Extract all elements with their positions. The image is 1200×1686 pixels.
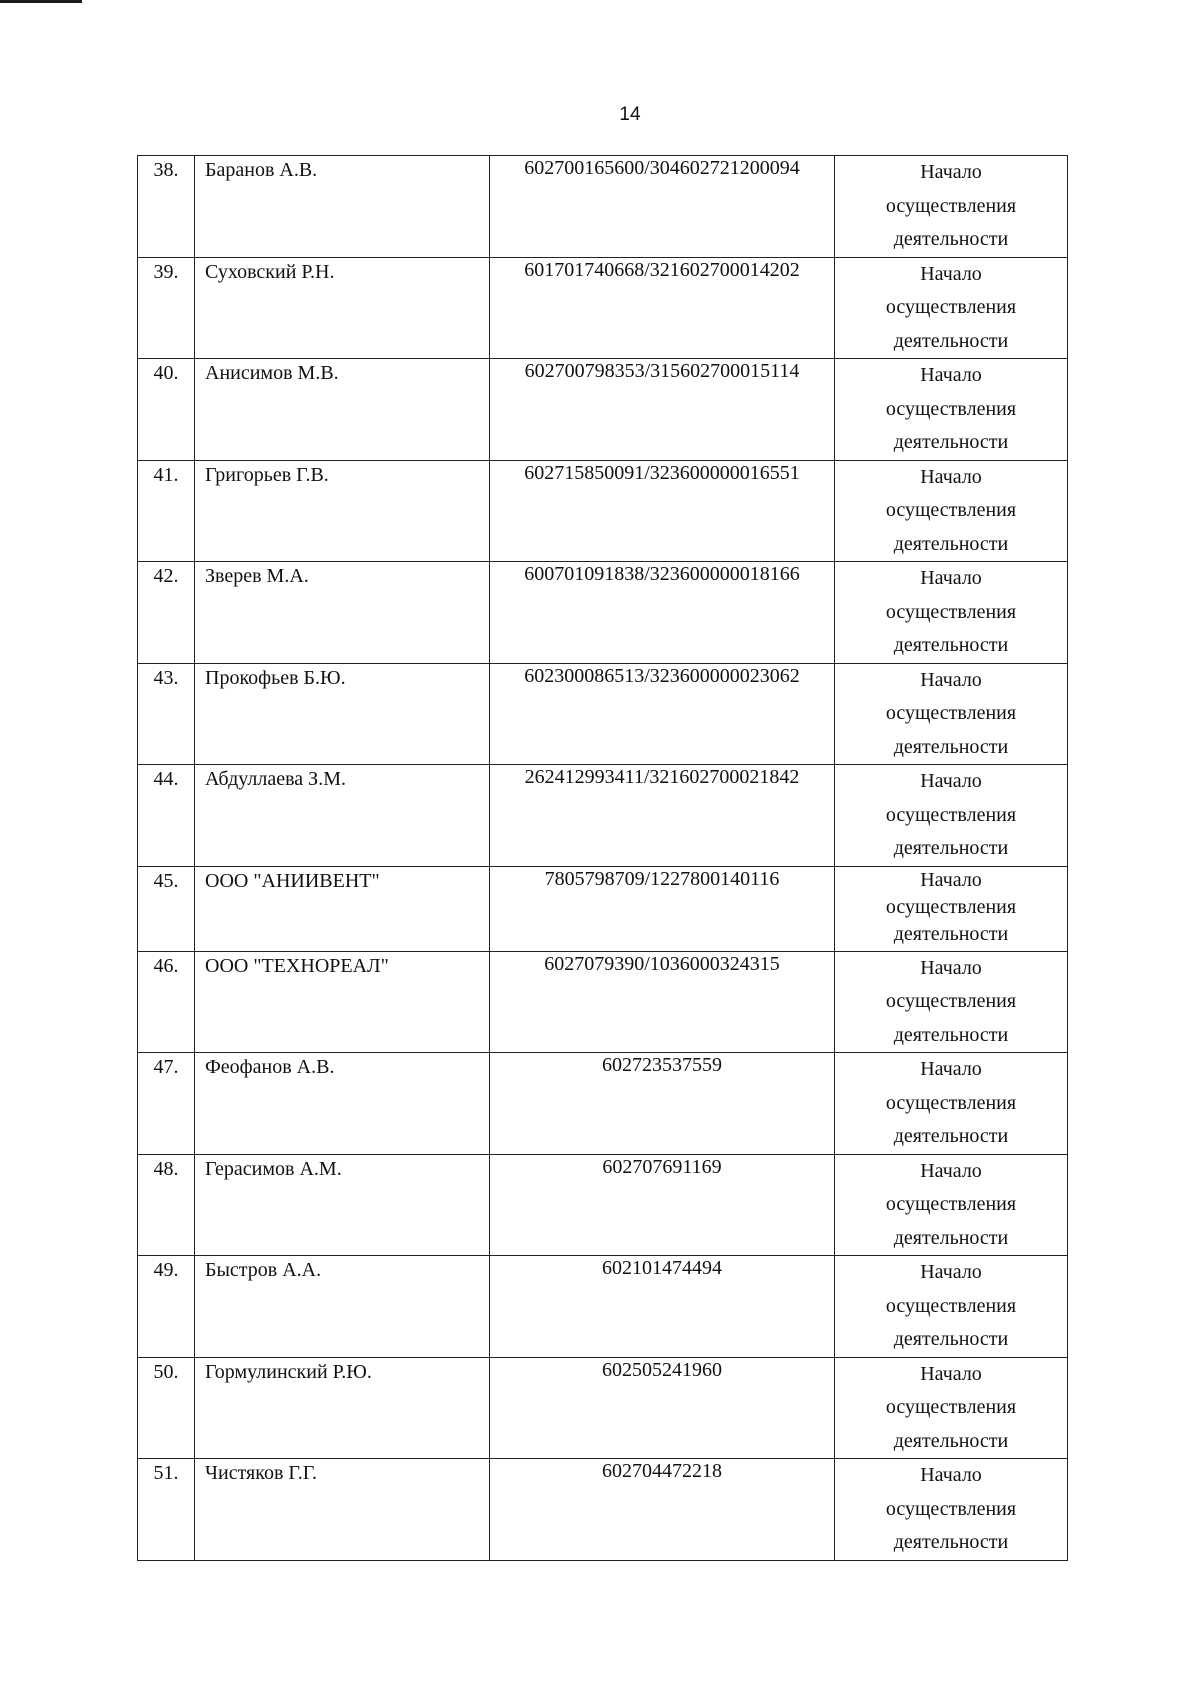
entity-identifier: 602723537559 xyxy=(490,1053,835,1155)
row-number: 38. xyxy=(138,156,195,258)
status-line: Начало xyxy=(920,1464,982,1486)
status-line: деятельности xyxy=(893,735,1009,758)
row-number: 49. xyxy=(138,1256,195,1358)
entity-identifier: 601701740668/321602700014202 xyxy=(490,257,835,359)
row-number: 46. xyxy=(138,951,195,1053)
status-line: осуществления xyxy=(885,803,1017,826)
entity-identifier: 600701091838/323600000018166 xyxy=(490,562,835,664)
row-number: 44. xyxy=(138,765,195,867)
status-line: деятельности xyxy=(893,228,1009,250)
row-number: 42. xyxy=(138,562,195,664)
entity-identifier: 7805798709/1227800140116 xyxy=(490,866,835,951)
table-row xyxy=(138,156,1068,258)
status-line: Начало xyxy=(920,1159,982,1182)
status-line: осуществления xyxy=(885,990,1017,1012)
status-line: деятельности xyxy=(893,431,1009,453)
row-number: 40. xyxy=(138,359,195,461)
status-cell xyxy=(835,663,1068,765)
entity-name: Зверев М.А. xyxy=(195,562,490,664)
row-number: 48. xyxy=(138,1154,195,1256)
status-line: Начало xyxy=(920,770,982,792)
table-row xyxy=(138,359,1068,461)
status-line: Начало xyxy=(920,1261,982,1283)
entity-identifier: 602715850091/323600000016551 xyxy=(490,460,835,562)
status-line: Начало xyxy=(920,1058,982,1080)
status-line: осуществления xyxy=(885,1396,1017,1418)
scan-edge-mark xyxy=(0,0,82,3)
status-cell xyxy=(835,156,1068,258)
row-number: 41. xyxy=(138,460,195,562)
entity-name: Прокофьев Б.Ю. xyxy=(195,663,490,765)
status-cell xyxy=(835,1053,1068,1155)
table-row xyxy=(138,1357,1068,1459)
status-line: осуществления xyxy=(885,296,1017,318)
status-cell xyxy=(835,359,1068,461)
entity-name: Абдуллаева З.М. xyxy=(195,765,490,867)
table-row xyxy=(138,1459,1068,1561)
status-line: деятельности xyxy=(893,1226,1009,1249)
status-line: осуществления xyxy=(885,895,1017,918)
status-line: осуществления xyxy=(885,397,1017,420)
entity-name: ООО "ТЕХНОРЕАЛ" xyxy=(195,951,490,1053)
status-line: осуществления xyxy=(885,702,1017,724)
table-row xyxy=(138,257,1068,359)
status-line: осуществления xyxy=(885,1091,1017,1114)
table-row xyxy=(138,866,1068,951)
entity-identifier: 602707691169 xyxy=(490,1154,835,1256)
table-row xyxy=(138,1053,1068,1155)
entity-name: Анисимов М.В. xyxy=(195,359,490,461)
table-row xyxy=(138,765,1068,867)
table-row xyxy=(138,1154,1068,1256)
entity-identifier: 602704472218 xyxy=(490,1459,835,1561)
status-line: Начало xyxy=(920,1362,982,1385)
page-number: 14 xyxy=(619,104,641,125)
status-cell xyxy=(835,1459,1068,1561)
status-line: осуществления xyxy=(885,1497,1017,1520)
entity-identifier: 602700798353/315602700015114 xyxy=(490,359,835,461)
row-number: 39. xyxy=(138,257,195,359)
row-number: 45. xyxy=(138,866,195,951)
status-line: Начало xyxy=(920,567,982,589)
row-number: 43. xyxy=(138,663,195,765)
entity-identifier: 6027079390/1036000324315 xyxy=(490,951,835,1053)
status-line: деятельности xyxy=(893,634,1009,656)
status-cell xyxy=(835,460,1068,562)
status-line: Начало xyxy=(920,956,982,979)
status-cell xyxy=(835,1154,1068,1256)
status-line: осуществления xyxy=(885,1193,1017,1215)
row-number: 51. xyxy=(138,1459,195,1561)
entity-name: Феофанов А.В. xyxy=(195,1053,490,1155)
status-cell xyxy=(835,562,1068,664)
table-row xyxy=(138,663,1068,765)
entity-identifier: 262412993411/321602700021842 xyxy=(490,765,835,867)
entity-name: Быстров А.А. xyxy=(195,1256,490,1358)
status-line: осуществления xyxy=(885,194,1017,217)
table-row xyxy=(138,562,1068,664)
status-cell xyxy=(835,257,1068,359)
status-line: деятельности xyxy=(893,1531,1009,1553)
entity-identifier: 602505241960 xyxy=(490,1357,835,1459)
entity-name: Суховский Р.Н. xyxy=(195,257,490,359)
status-line: деятельности xyxy=(893,1328,1009,1350)
entity-identifier: 602300086513/323600000023062 xyxy=(490,663,835,765)
registry-table xyxy=(137,155,1068,1561)
status-cell xyxy=(835,765,1068,867)
status-line: осуществления xyxy=(885,1294,1017,1317)
status-line: деятельности xyxy=(893,837,1009,859)
status-line: деятельности xyxy=(893,532,1009,555)
entity-name: ООО "АНИИВЕНТ" xyxy=(195,866,490,951)
status-line: осуществления xyxy=(885,499,1017,521)
status-line: Начало xyxy=(920,668,982,691)
status-cell xyxy=(835,866,1068,951)
status-line: Начало xyxy=(920,465,982,488)
status-cell xyxy=(835,1357,1068,1459)
status-line: деятельности xyxy=(893,1023,1009,1046)
entity-identifier: 602700165600/304602721200094 xyxy=(490,156,835,258)
entity-name: Чистяков Г.Г. xyxy=(195,1459,490,1561)
status-line: деятельности xyxy=(893,922,1009,945)
entity-name: Григорьев Г.В. xyxy=(195,460,490,562)
status-line: осуществления xyxy=(885,600,1017,623)
entity-name: Герасимов А.М. xyxy=(195,1154,490,1256)
status-cell xyxy=(835,1256,1068,1358)
status-line: Начало xyxy=(920,161,982,183)
entity-name: Гормулинский Р.Ю. xyxy=(195,1357,490,1459)
status-line: Начало xyxy=(920,364,982,386)
status-line: Начало xyxy=(920,262,982,285)
table-row xyxy=(138,460,1068,562)
table-row xyxy=(138,951,1068,1053)
table-row xyxy=(138,1256,1068,1358)
status-line: деятельности xyxy=(893,1429,1009,1452)
row-number: 47. xyxy=(138,1053,195,1155)
entity-name: Баранов А.В. xyxy=(195,156,490,258)
status-line: деятельности xyxy=(893,329,1009,352)
status-line: деятельности xyxy=(893,1125,1009,1147)
status-line: Начало xyxy=(920,868,982,891)
entity-identifier: 602101474494 xyxy=(490,1256,835,1358)
row-number: 50. xyxy=(138,1357,195,1459)
status-cell xyxy=(835,951,1068,1053)
